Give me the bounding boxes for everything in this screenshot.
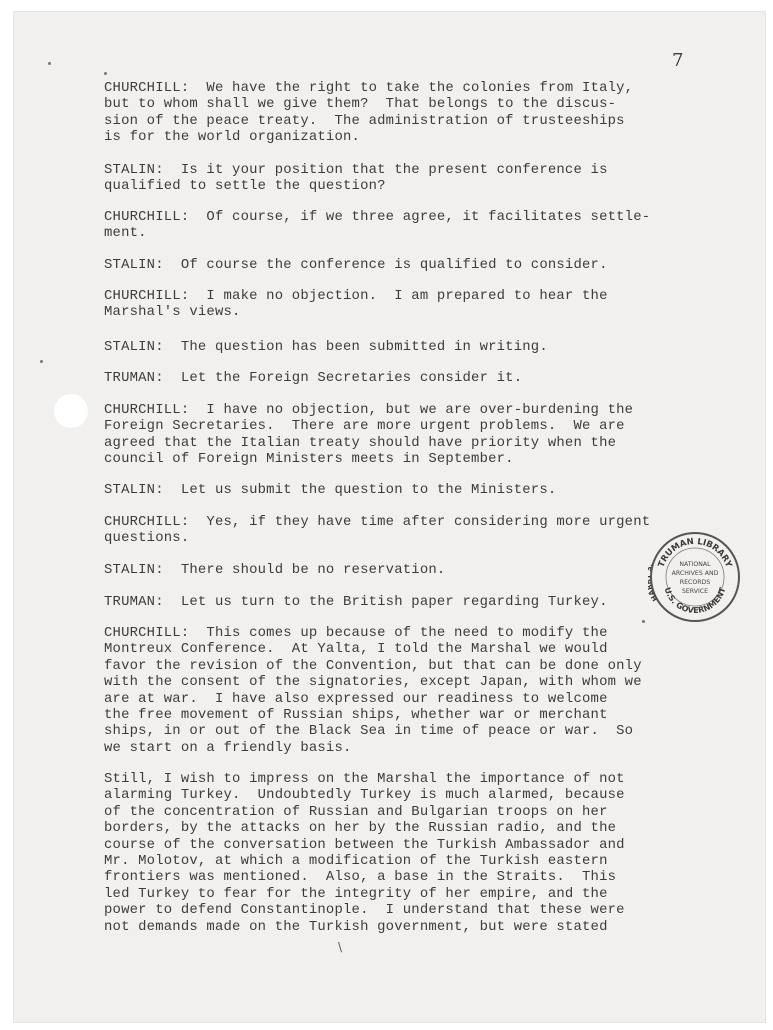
speck [104, 72, 107, 75]
paragraph-truman-foreign-secretaries: TRUMAN: Let the Foreign Secretaries consider it. [104, 370, 523, 386]
paragraph-churchill-overburdening: CHURCHILL: I have no objection, but we are over-burdening the Foreign Secretaries. There are more urgent problems. We are agreed that the Italian treaty should have priority when the council of Foreign Ministers meets in September. [104, 402, 634, 468]
paragraph-still-alarming-turkey: Still, I wish to impress on the Marshal the importance of not alarming Turkey. Undoubtedly Turkey is much alarmed, because of the concentration of Russian and Bulgarian troops on her borders, by the attacks on her by the Russian radio, and the course of the conversation between the Turkish Ambassador and Mr. Molotov, at which a modification of the Turkish eastern frontiers was mentioned. Also, a base in the Straits. This led Turkey to fear for the integrity of her empire, and the power to defend Constantinople. I understand that these were not demands made on the Turkish government, but were stated [104, 771, 625, 935]
stamp-center-line: ARCHIVES AND [671, 570, 719, 577]
paragraph-stalin-writing: STALIN: The question has been submitted in writing. [104, 339, 548, 355]
paragraph-stalin-reservation: STALIN: There should be no reservation. [104, 562, 446, 578]
svg-text:HARRY S. [648, 562, 660, 602]
paragraph-churchill-agree: CHURCHILL: Of course, if we three agree, it facilitates settle- ment. [104, 209, 651, 242]
archive-stamp [648, 530, 742, 624]
stamp-top-text: TRUMAN LIBRARY [656, 536, 734, 569]
stamp-center-line: NATIONAL [679, 561, 711, 568]
speck [642, 620, 645, 623]
punch-hole [54, 394, 88, 428]
paragraph-truman-turkey: TRUMAN: Let us turn to the British paper regarding Turkey. [104, 594, 608, 610]
stamp-center-line: SERVICE [681, 588, 709, 595]
stamp-center-line: RECORDS [679, 579, 711, 586]
stamp-bottom-text: U.S. GOVERNMENT [662, 586, 728, 616]
paragraph-stalin-submit: STALIN: Let us submit the question to the Ministers. [104, 482, 557, 498]
paragraph-stalin-qualified: STALIN: Of course the conference is qualified to consider. [104, 257, 608, 273]
paragraph-stalin-position: STALIN: Is it your position that the present conference is qualified to settle the question? [104, 162, 608, 195]
paragraph-churchill-time: CHURCHILL: Yes, if they have time after considering more urgent questions. [104, 514, 651, 547]
speck [40, 360, 43, 363]
paragraph-churchill-no-objection: CHURCHILL: I make no objection. I am prepared to hear the Marshal's views. [104, 288, 608, 321]
paragraph-churchill-colonies: CHURCHILL: We have the right to take the colonies from Italy, but to whom shall we give them? That belongs to the discus- sion of the peace treaty. The administration of trusteeships is for the world organization. [104, 80, 634, 146]
stamp-left-text: H [649, 593, 660, 603]
stray-mark: \ [338, 940, 343, 954]
page-number: 7 [672, 50, 684, 71]
paragraph-churchill-montreux: CHURCHILL: This comes up because of the need to modify the Montreux Conference. At Yalta, I told the Marshal we would favor the revision of the Convention, but that can be done only with the consent of the signatories, except Japan, with whom we are at war. I have also expressed our readiness to welcome the free movement of Russian ships, whether war or merchant ships, in or out of the Black Sea in time of peace or war. So we start on a friendly basis. [104, 625, 642, 756]
speck [48, 62, 51, 65]
